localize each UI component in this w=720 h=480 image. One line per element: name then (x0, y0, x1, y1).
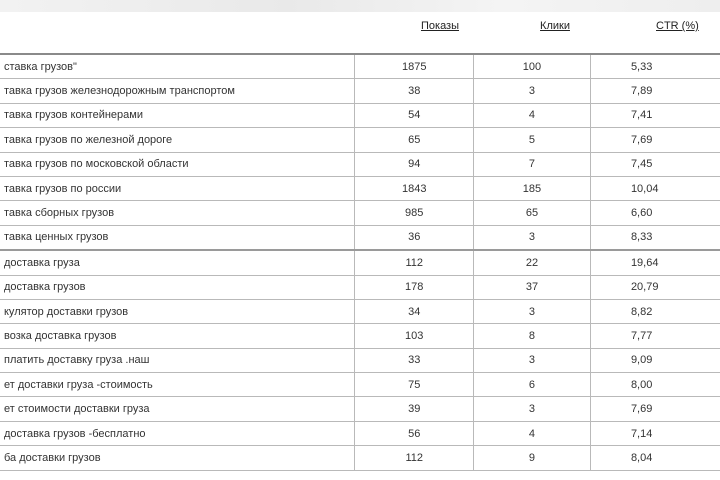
keyword-phrase: тавка грузов по московской области (4, 158, 189, 171)
table-row (0, 79, 720, 103)
keyword-cell (0, 79, 355, 103)
clicks-cell: 37 (473, 275, 590, 299)
keyword-phrase: возка доставка грузов (4, 329, 117, 342)
table-row (0, 275, 720, 299)
column-header-shows[interactable]: Показы (420, 20, 460, 32)
ctr-cell: 7,69 (590, 397, 720, 421)
column-header-clicks[interactable]: Клики (540, 20, 570, 32)
keyword-phrase: тавка грузов контейнерами (4, 109, 143, 122)
ctr-cell: 7,77 (590, 324, 720, 348)
ctr-cell: 7,69 (590, 128, 720, 152)
shows-cell: 54 (355, 103, 473, 127)
keyword-cell (0, 373, 355, 397)
table-row (0, 373, 720, 397)
shows-cell: 33 (355, 348, 473, 372)
clicks-cell: 3 (473, 225, 590, 250)
clicks-cell: 3 (473, 348, 590, 372)
ctr-cell: 8,82 (590, 299, 720, 323)
keyword-phrase: платить доставку груза .наш (4, 354, 150, 367)
ctr-cell: 8,04 (590, 446, 720, 470)
keyword-phrase: тавка грузов по железной дороге (4, 133, 173, 146)
keyword-cell (0, 250, 355, 275)
clicks-cell: 8 (473, 324, 590, 348)
clicks-cell: 3 (473, 79, 590, 103)
table-row (0, 299, 720, 323)
clicks-cell: 22 (473, 250, 590, 275)
table-row (0, 446, 720, 470)
keyword-phrase: тавка сборных грузов (4, 207, 115, 220)
shows-cell: 1875 (355, 54, 473, 79)
shows-cell: 39 (355, 397, 473, 421)
keyword-cell (0, 348, 355, 372)
clicks-cell: 65 (473, 201, 590, 225)
shows-cell: 34 (355, 299, 473, 323)
top-blurred-strip (0, 0, 720, 12)
keyword-cell (0, 54, 355, 79)
table-row (0, 397, 720, 421)
keyword-phrase: ет доставки груза -стоимость (4, 378, 153, 391)
shows-cell: 103 (355, 324, 473, 348)
keyword-phrase: кулятор доставки грузов (4, 305, 129, 318)
clicks-cell: 185 (473, 176, 590, 200)
shows-cell: 38 (355, 79, 473, 103)
keyword-phrase: ет стоимости доставки груза (4, 403, 150, 416)
table-row (0, 152, 720, 176)
ctr-cell: 20,79 (590, 275, 720, 299)
ctr-cell: 7,41 (590, 103, 720, 127)
shows-cell: 75 (355, 373, 473, 397)
shows-cell: 65 (355, 128, 473, 152)
shows-cell: 112 (355, 446, 473, 470)
ctr-cell: 7,45 (590, 152, 720, 176)
keyword-phrase: ставка грузов" (4, 60, 77, 73)
keyword-cell (0, 176, 355, 200)
ctr-cell: 9,09 (590, 348, 720, 372)
shows-cell: 56 (355, 421, 473, 445)
keyword-phrase: ба доставки грузов (4, 451, 101, 464)
ctr-cell: 7,89 (590, 79, 720, 103)
table-row (0, 250, 720, 275)
clicks-cell: 4 (473, 103, 590, 127)
keyword-phrase: тавка ценных грузов (4, 231, 109, 244)
keyword-cell (0, 201, 355, 225)
keyword-cell (0, 128, 355, 152)
shows-cell: 94 (355, 152, 473, 176)
clicks-cell: 4 (473, 421, 590, 445)
shows-cell: 1843 (355, 176, 473, 200)
ctr-cell: 8,33 (590, 225, 720, 250)
shows-cell: 985 (355, 201, 473, 225)
table-row (0, 348, 720, 372)
keyword-cell (0, 421, 355, 445)
keyword-phrase: тавка грузов железнодорожным транспортом (4, 85, 235, 98)
keyword-cell (0, 397, 355, 421)
table-row (0, 421, 720, 445)
keyword-cell (0, 152, 355, 176)
table-row (0, 225, 720, 250)
column-header-ctr[interactable]: CTR (%) (656, 20, 699, 32)
shows-cell: 112 (355, 250, 473, 275)
keyword-cell (0, 446, 355, 470)
keyword-cell (0, 275, 355, 299)
keyword-cell (0, 299, 355, 323)
keyword-phrase: доставка грузов -бесплатно (4, 427, 146, 440)
clicks-cell: 6 (473, 373, 590, 397)
clicks-cell: 3 (473, 299, 590, 323)
keyword-stats-table (0, 53, 720, 471)
table-row (0, 128, 720, 152)
clicks-cell: 5 (473, 128, 590, 152)
keyword-cell (0, 324, 355, 348)
clicks-cell: 3 (473, 397, 590, 421)
shows-cell: 36 (355, 225, 473, 250)
clicks-cell: 100 (473, 54, 590, 79)
keyword-phrase: доставка грузов (4, 281, 86, 294)
ctr-cell: 19,64 (590, 250, 720, 275)
ctr-cell: 7,14 (590, 421, 720, 445)
clicks-cell: 7 (473, 152, 590, 176)
table-body (0, 54, 720, 470)
keyword-cell (0, 103, 355, 127)
table-row (0, 103, 720, 127)
keyword-phrase: тавка грузов по россии (4, 182, 122, 195)
keyword-phrase: доставка груза (4, 256, 80, 269)
ctr-cell: 6,60 (590, 201, 720, 225)
ctr-cell: 10,04 (590, 176, 720, 200)
ctr-cell: 5,33 (590, 54, 720, 79)
table-row (0, 324, 720, 348)
table-row (0, 54, 720, 79)
keyword-cell (0, 225, 355, 250)
ctr-cell: 8,00 (590, 373, 720, 397)
clicks-cell: 9 (473, 446, 590, 470)
table-row (0, 201, 720, 225)
table-row (0, 176, 720, 200)
shows-cell: 178 (355, 275, 473, 299)
